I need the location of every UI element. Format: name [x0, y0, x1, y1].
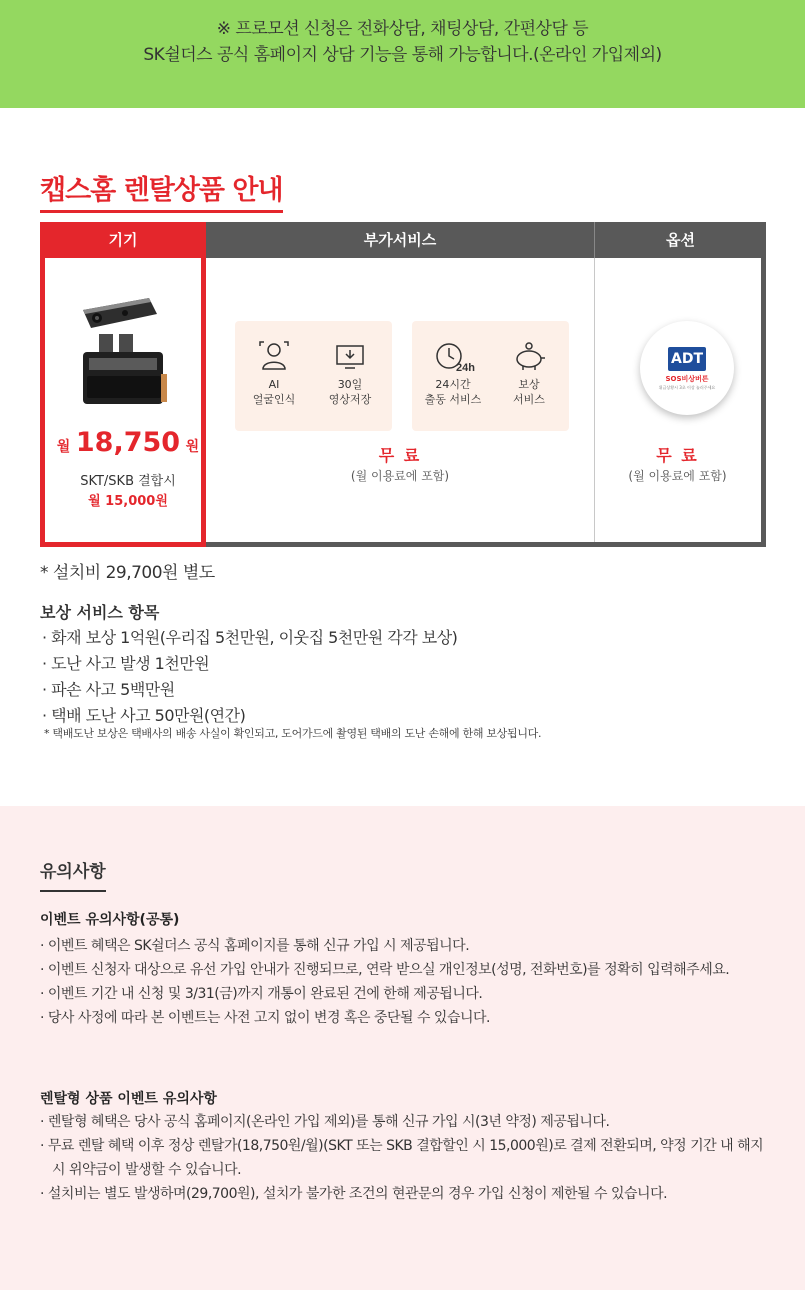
option-free-label: 무 료	[656, 446, 699, 465]
door-camera-image	[77, 292, 177, 412]
promo-line-2: SK쉴더스 공식 홈페이지 상담 기능을 통해 가능합니다.(온라인 가입제외)	[143, 45, 662, 65]
service-card-2	[412, 321, 569, 431]
header-addon: 부가서비스	[206, 222, 594, 258]
video-storage-icon	[333, 339, 367, 373]
combo-price: 월 15,000원	[88, 494, 168, 509]
device-column	[40, 222, 206, 547]
price-prefix: 월	[56, 439, 71, 455]
rental-notice-title: 렌탈형 상품 이벤트 유의사항	[40, 1091, 217, 1107]
service-24h-dispatch	[418, 339, 488, 407]
sos-button-note: 위급상황시 3초 이상 눌러주세요	[658, 385, 716, 390]
face-recognition-icon	[257, 339, 291, 373]
list-item: · 이벤트 기간 내 신청 및 3/31(금)까지 개통이 완료된 건에 한해 제공됩니다.	[40, 986, 483, 1002]
promo-banner	[0, 0, 805, 108]
list-item: · 설치비는 별도 발생하며(29,700원), 설치가 불가한 조건의 현관문의 경우 가입 신청이 제한될 수 있습니다.	[40, 1186, 668, 1202]
service-line-2: 서비스	[513, 393, 545, 406]
sos-button-label: SOS비상버튼	[665, 375, 709, 383]
monthly-price	[45, 427, 211, 458]
service-line-1: AI	[268, 378, 280, 391]
rental-product-table	[40, 222, 766, 547]
common-notice-title: 이벤트 유의사항(공통)	[40, 912, 180, 928]
list-item: · 택배 도난 사고 50만원(연간)	[42, 706, 246, 725]
service-line-1: 보상	[518, 378, 540, 391]
header-device: 기기	[40, 222, 206, 258]
combo-label: SKT/SKB 결합시	[80, 474, 176, 489]
service-line-2: 영상저장	[328, 393, 372, 406]
piggy-bank-icon	[511, 339, 547, 373]
install-fee-note: * 설치비 29,700원 별도	[40, 563, 215, 583]
service-video-storage	[315, 339, 385, 407]
list-item: · 이벤트 혜택은 SK쉴더스 공식 홈페이지를 통해 신규 가입 시 제공됩니다.	[40, 938, 470, 954]
rental-section-title: 캡스홈 렌탈상품 안내	[40, 168, 283, 213]
service-line-2: 출동 서비스	[424, 393, 482, 406]
sos-button-image	[640, 321, 734, 415]
list-item: · 파손 사고 5백만원	[42, 680, 175, 699]
column-divider	[594, 258, 595, 542]
list-item: · 화재 보상 1억원(우리집 5천만원, 이웃집 5천만원 각각 보상)	[42, 628, 458, 647]
option-free-note: (월 이용료에 포함)	[628, 469, 727, 483]
compensation-note: * 택배도난 보상은 택배사의 배송 사실이 확인되고, 도어가드에 촬영된 택배의 도난 손해에 한해 보상됩니다.	[44, 727, 542, 740]
list-item: · 도난 사고 발생 1천만원	[42, 654, 210, 673]
common-notice-list	[40, 934, 780, 1030]
service-line-2: 얼굴인식	[252, 393, 296, 406]
service-compensation	[494, 339, 564, 407]
list-item: · 이벤트 신청자 대상으로 유선 가입 안내가 진행되므로, 연락 받으실 개인정보(성명, 전화번호)를 정확히 입력해주세요.	[40, 962, 730, 978]
service-ai-face	[239, 339, 309, 407]
service-card-1	[235, 321, 392, 431]
promo-line-1: ※ 프로모션 신청은 전화상담, 채팅상담, 간편상담 등	[216, 19, 589, 39]
addon-free-label: 무 료	[378, 446, 422, 465]
svg-text:24h: 24h	[456, 362, 475, 374]
list-item: · 렌탈형 혜택은 당사 공식 홈페이지(온라인 가입 제외)를 통해 신규 가입 시(3년 약정) 제공됩니다.	[40, 1114, 610, 1130]
adt-logo: ADT	[668, 347, 706, 371]
list-item: · 무료 렌탈 혜택 이후 정상 렌탈가(18,750원/월)(SKT 또는 SKB 결합할인 시 15,000원)로 결제 전환되며, 약정 기간 내 해지 시 위약금이 발생할 수 있습니다.	[40, 1138, 764, 1178]
table-frame-right	[761, 258, 766, 547]
service-line-1: 30일	[337, 378, 363, 391]
service-line-1: 24시간	[435, 378, 471, 391]
notice-section	[0, 806, 805, 1290]
addon-free-note: (월 이용료에 포함)	[350, 469, 450, 483]
notice-title: 유의사항	[40, 857, 106, 892]
rental-notice-list	[40, 1110, 780, 1206]
dispatch-24h-icon	[434, 339, 475, 374]
compensation-list	[42, 625, 457, 729]
price-unit: 원	[185, 439, 200, 455]
compensation-title: 보상 서비스 항목	[40, 603, 160, 622]
header-option: 옵션	[594, 222, 766, 258]
list-item: · 당사 사정에 따라 본 이벤트는 사전 고지 없이 변경 혹은 중단될 수 있습니다.	[40, 1010, 490, 1026]
price-value: 18,750	[75, 427, 181, 458]
